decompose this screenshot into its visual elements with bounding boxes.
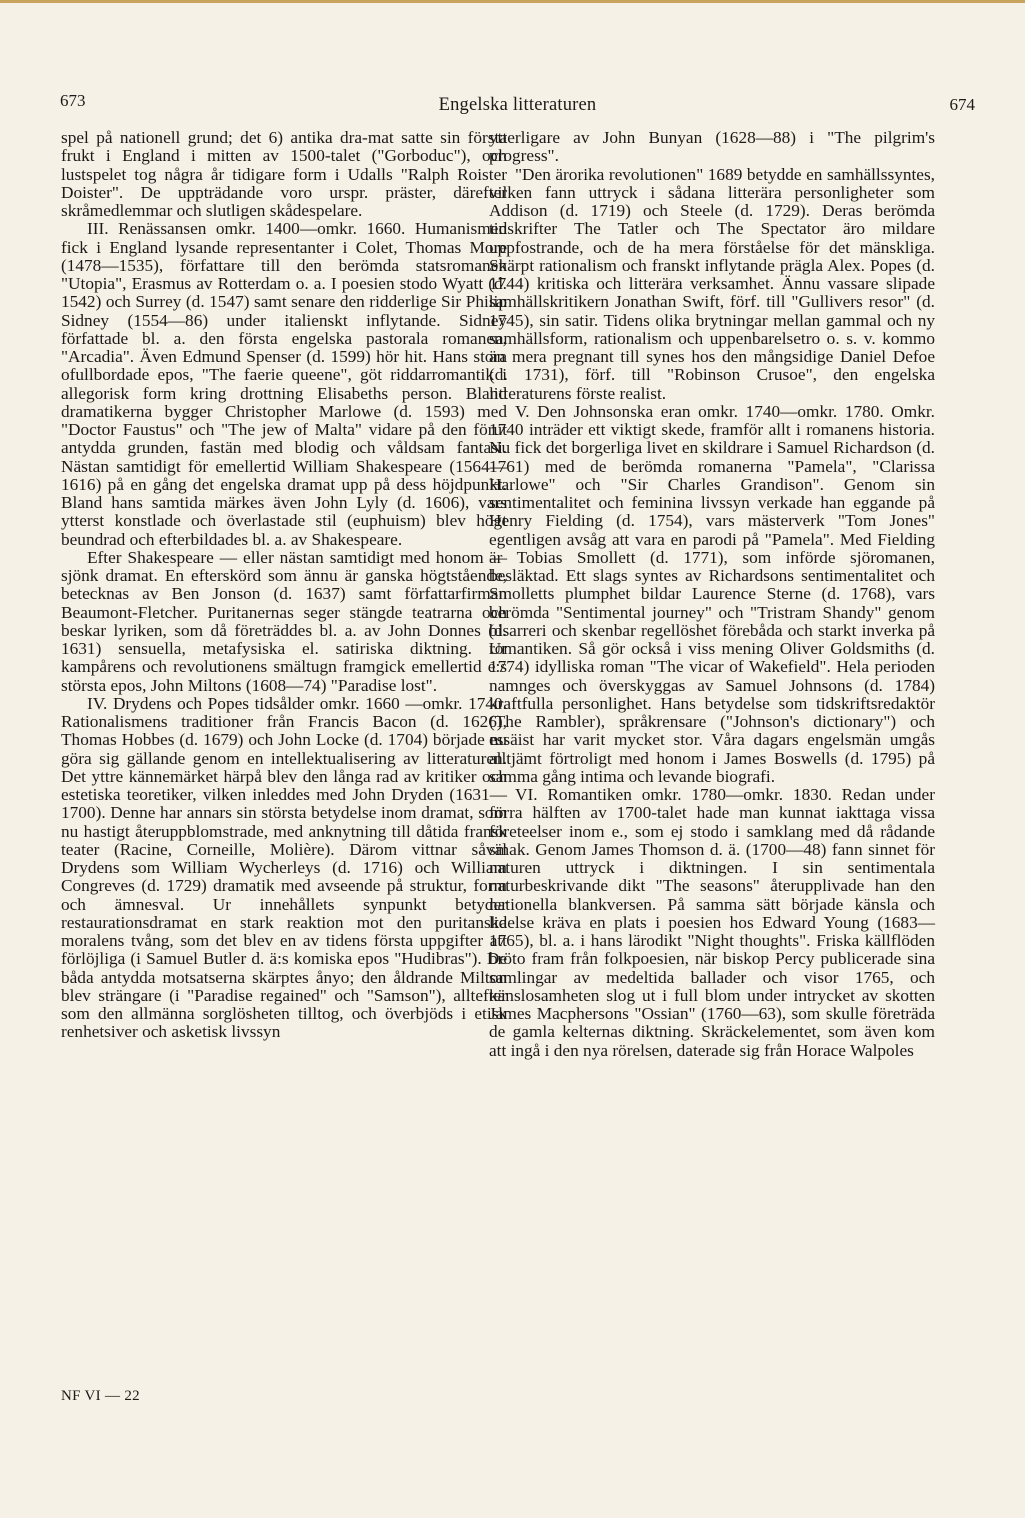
paragraph: ytterligare av John Bunyan (1628—88) i "The pilgrim's progress".: [489, 128, 935, 166]
paragraph: Efter Shakespeare — eller nästan samtidigt med honom — sjönk dramat. En efterskörd som ännu är ganska högtstående, betecknas av Ben Jonson (d. 1637) samt författarfirman Beaumont-Fletcher. Puritanernas seger stängde teatrarna och beskar lyriken, som då företräddes bl. a. av John Donnes (d. 1631) sensuella, metafysiska el. satiriska diktning. Ur kampårens och revolutionens smältugn framgick emellertid e:s största epos, John Miltons (1608—74) "Paradise lost".: [61, 547, 507, 695]
page-number-right: 674: [949, 95, 975, 114]
running-title: Engelska litteraturen: [438, 95, 597, 115]
left-column: [61, 129, 507, 1042]
paragraph: VI. Romantiken omkr. 1780—omkr. 1830. Redan under förra hälften av 1700-talet hade man kunnat iakttaga vissa företeelser inom e., som ej stodo i samklang med då rådande smak. Genom James Thomson d. ä. (1700—48) fann sinnet för naturen uttryck i diktningen. I sin sentimentala naturbeskrivande dikt "The seasons" återupplivade han den nationella blankversen. På samma sätt började känsla och lidelse kräva en plats i poesien hos Edward Young (1683—1765), bl. a. i hans lärodikt "Night thoughts". Friska källflöden bröto fram från folkpoesien, när biskop Percy publicerade sina samlingar av medeltida ballader och visor 1765, och känslosamheten slog ut i full blom under intrycket av skotten James Macphersons "Ossian" (1760—63), som skulle företräda de gamla kelternas diktning. Skräckelementet, som även kom att ingå i den nya rörelsen, daterade sig från Horace Walpoles: [489, 785, 935, 1060]
page-header: [60, 91, 975, 121]
page-number-left: 673: [60, 91, 86, 110]
paragraph: V. Den Johnsonska eran omkr. 1740—omkr. 1780. Omkr. 1740 inträder ett viktigt skede, framför allt i romanens historia. Nu fick det borgerliga livet en skildrare i Samuel Richardson (d. 1761) med de berömda romanerna "Pamela", "Clarissa Harlowe" och "Sir Charles Grandison". Genom sin sentimentalitet och feminina livssyn verkade han eggande på Henry Fielding (d. 1754), vars mästerverk "Tom Jones" egentligen avsåg att vara en parodi på "Pamela". Med Fielding är Tobias Smollett (d. 1771), som införde sjöromanen, besläktad. Ett slags syntes av Richardsons sentimentalitet och Smolletts plumphet bildar Laurence Sterne (d. 1768), vars berömda "Sentimental journey" och "Tristram Shandy" genom bisarreri och skenbar regellöshet förebåda och starkt inverka på romantiken. Så gör också i viss mening Oliver Goldsmiths (d. 1774) idylliska roman "The vicar of Wakefield". Hela perioden namnges och överskyggas av Samuel Johnsons (d. 1784) kraftfulla personlighet. Hans betydelse som tidskriftsredaktör (The Rambler), språkrensare ("Johnson's dictionary") och essäist har varit mycket stor. Våra dagars engelsmän umgås alltjämt förtroligt med honom i James Boswells (d. 1795) på samma gång intima och levande biografi.: [489, 401, 935, 786]
paragraph: spel på nationell grund; det 6) antika dra-mat satte sin första frukt i England i mitten av 1500-talet ("Gorboduc"), och lustspelet tog några år tidigare form i Udalls "Ralph Roister Doister". De uppträdande voro urspr. präster, därefter skråmedlemmar och slutligen skådespelare.: [61, 128, 507, 220]
paragraph: IV. Drydens och Popes tidsålder omkr. 1660 —omkr. 1740. Rationalismens traditioner från Francis Bacon (d. 1626), Thomas Hobbes (d. 1679) och John Locke (d. 1704) började nu göra sig gällande genom en intellektualisering av litteraturen. Det yttre kännemärket härpå blev den långa rad av kritiker och estetiska teoretiker, vilken inleddes med John Dryden (1631—1700). Denne har annars sin största betydelse inom dramat, som nu hastigt återuppblomstrade, med anknytning till dåtida fransk teater (Racine, Corneille, Molière). Därom vittnar såväl Drydens som William Wycherleys (d. 1716) och William Congreves (d. 1729) dramatik med avseende på struktur, form och ämnesval. Ur innehållets synpunkt betyder restaurationsdramat en stark reaktion mot den puritanska moralens tvång, som det blev en av tidens första uppgifter att förlöjliga (i Samuel Butler d. ä:s komiska epos "Hudibras"). De båda antydda motsatserna skärptes ånyo; den åldrande Milton blev strängare (i "Paradise regained" och "Samson"), alltefter som den allmänna sorglösheten tilltog, och överbjöds i etisk renhetsiver och asketisk livssyn: [61, 693, 507, 1042]
paragraph: III. Renässansen omkr. 1400—omkr. 1660. Humanismen fick i England lysande representanter i Colet, Thomas More (1478—1535), författare till den berömda statsromanen "Utopia", Erasmus av Rotterdam o. a. I poesien stodo Wyatt (d. 1542) och Surrey (d. 1547) samt senare den ridderlige Sir Philip Sidney (1554—86) under italienskt inflytande. Sidney författade bl. a. den första engelska pastorala romanen, "Arcadia". Även Edmund Spenser (d. 1599) hör hit. Hans stora ofullbordade epos, "The faerie queene", göt riddarromantik i allegorisk form kring drottning Elisabeths person. Bland dramatikerna bygger Christopher Marlowe (d. 1593) med "Doctor Faustus" och "The jew of Malta" vidare på den förut antydda grunden, fastän med blodig och våldsam fantasi. Nästan samtidigt för emellertid William Shakespeare (1564—1616) på en gång det engelska dramat upp på dess höjdpunkt. Bland hans samtida märkes även John Lyly (d. 1606), vars ytterst konstlade och överlastade stil (euphuism) blev högt beundrad och efterbildades bl. a. av Shakespeare.: [61, 219, 507, 549]
signature-mark: NF VI — 22: [61, 1388, 140, 1404]
paragraph: "Den ärorika revolutionen" 1689 betydde en samhällssyntes, vilken fann uttryck i sådana litterära personligheter som Addison (d. 1719) och Steele (d. 1729). Deras berömda tidskrifter The Tatler och The Spectator äro mildare uppfostrande, och de ha mera förståelse för det mänskliga. Skärpt rationalism och franskt inflytande prägla Alex. Popes (d. 1744) kritiska och litterära verksamhet. Ännu vassare slipade samhällskritikern Jonathan Swift, förf. till "Gullivers resor" (d. 1745), sin satir. Tidens olika brytningar mellan gammal och ny samhällsform, rationalism och uppenbarelsetro o. s. v. kommo än mera pregnant till synes hos den mångsidige Daniel Defoe (d. 1731), förf. till "Robinson Crusoe", den engelska litteraturens förste realist.: [489, 164, 935, 403]
right-column: [489, 129, 935, 1060]
